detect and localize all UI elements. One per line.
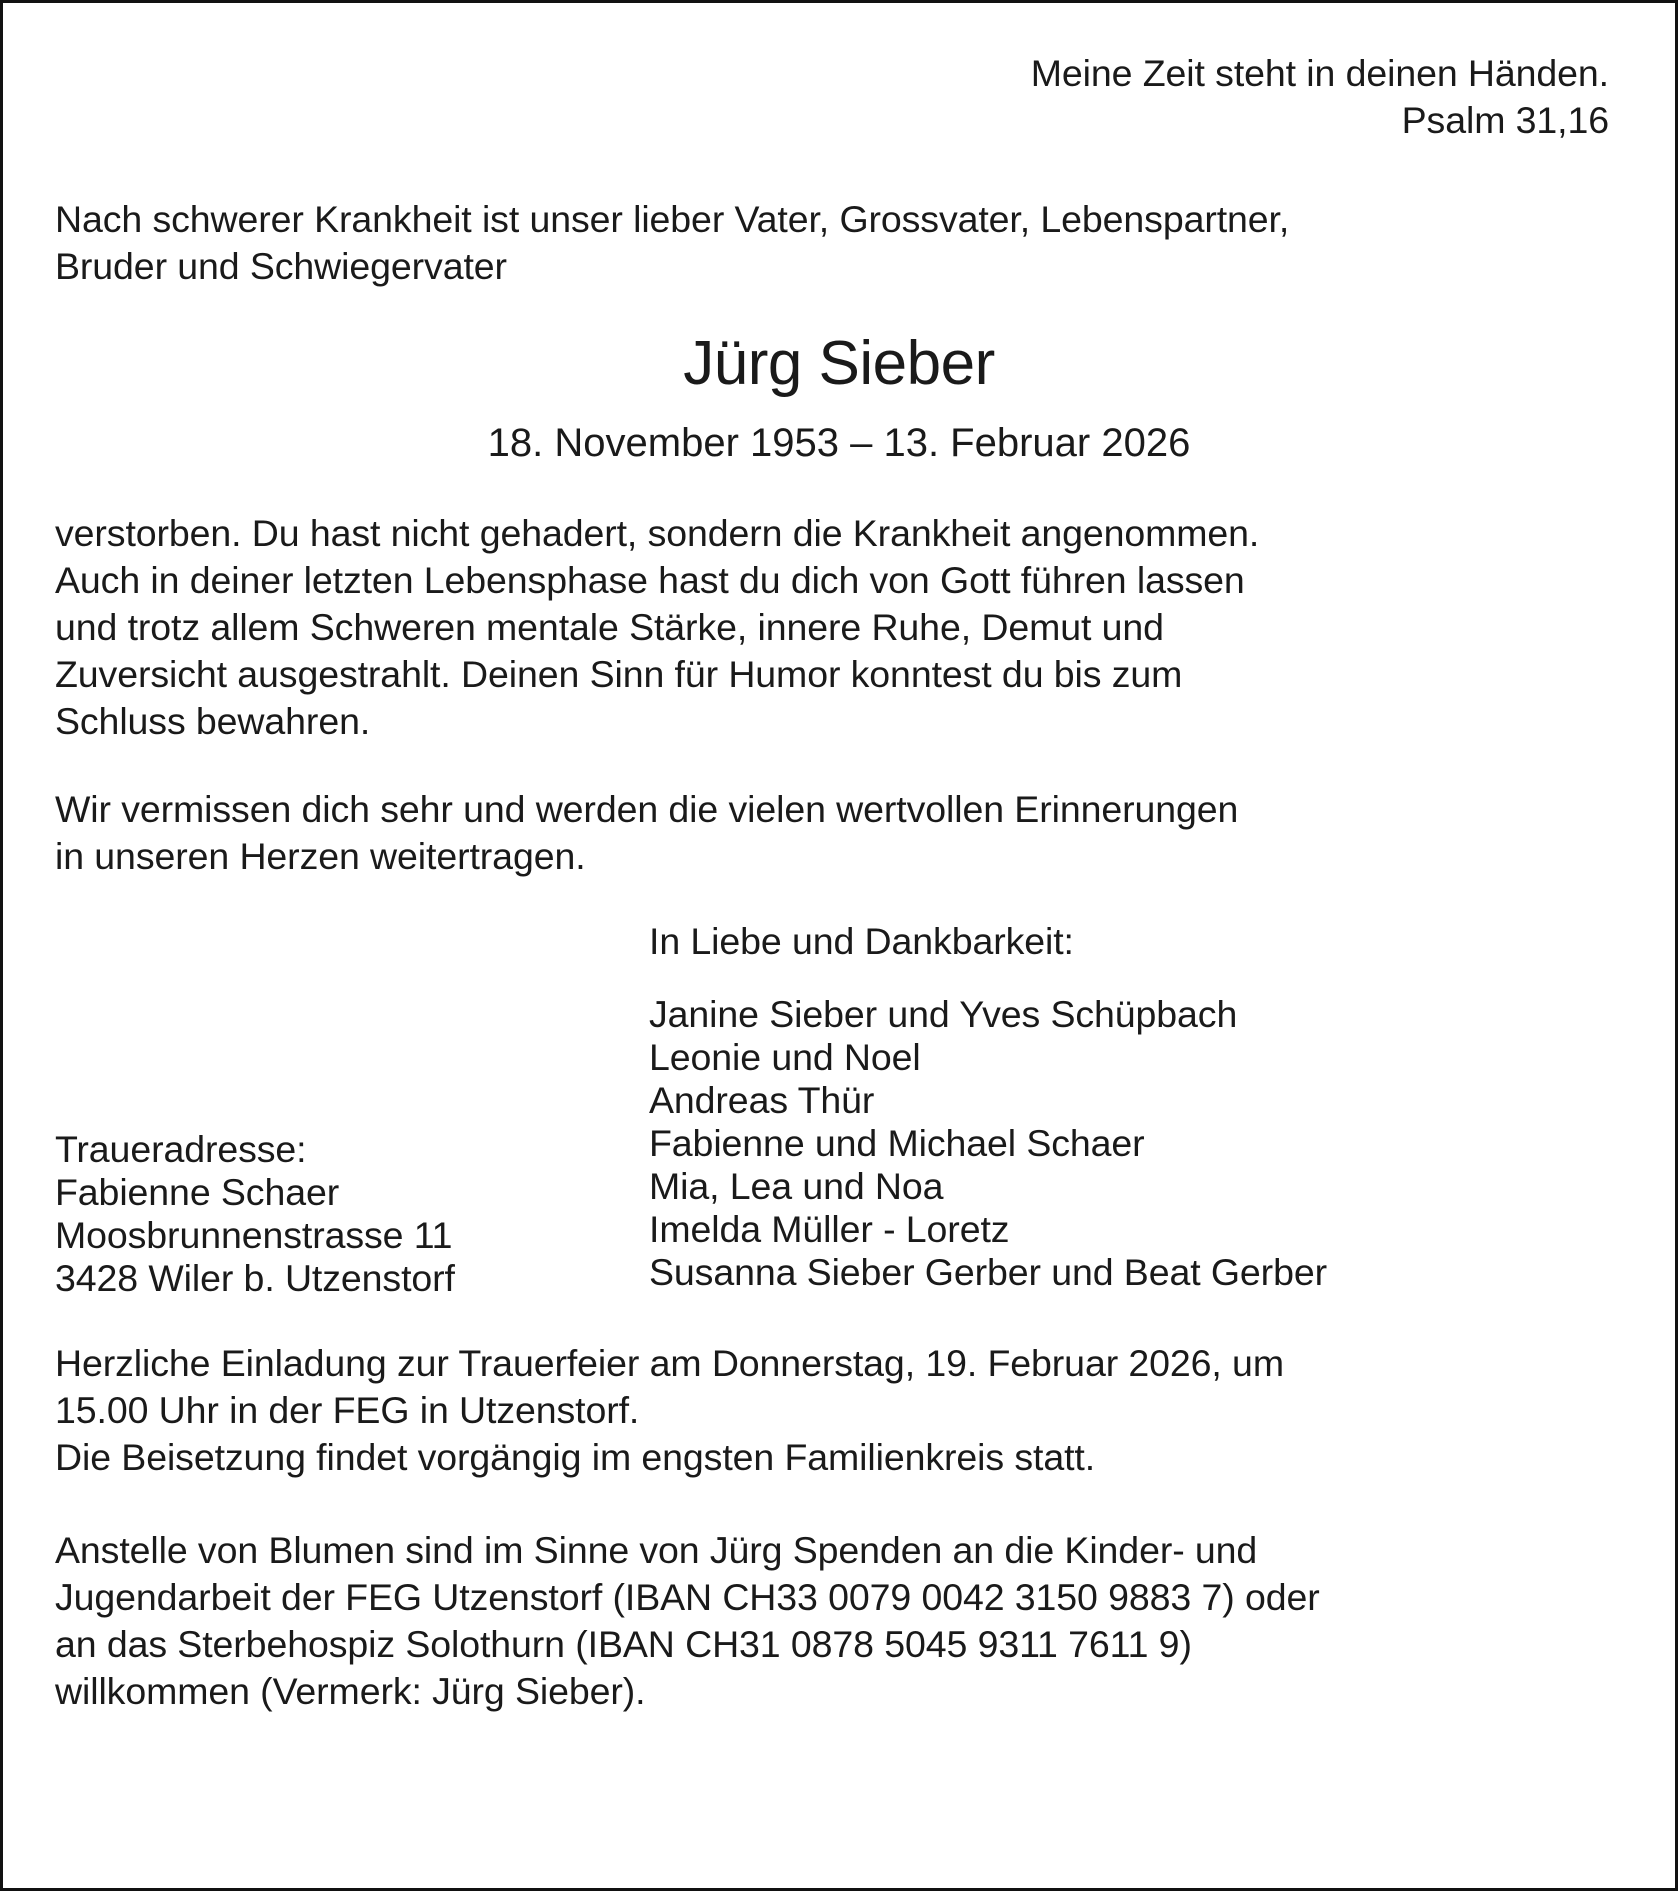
body-p1-line-2: Auch in deiner letzten Lebensphase hast du dich von Gott führen lassen bbox=[55, 559, 1245, 601]
donation-line-2: Jugendarbeit der FEG Utzenstorf (IBAN CH33 0079 0042 3150 9883 7) oder bbox=[55, 1576, 1320, 1618]
body-p1-line-3: und trotz allem Schweren mentale Stärke, innere Ruhe, Demut und bbox=[55, 606, 1164, 648]
mourning-address-block bbox=[55, 1128, 455, 1300]
paragraph-spacer bbox=[55, 745, 1623, 786]
funeral-block bbox=[55, 1340, 1623, 1481]
signature-columns bbox=[55, 920, 1623, 1308]
notice-content bbox=[3, 3, 1675, 1888]
intro-block bbox=[55, 196, 1623, 290]
quote-source: Psalm 31,16 bbox=[1401, 99, 1609, 141]
family-member: Imelda Müller - Loretz bbox=[649, 1208, 1010, 1250]
donation-block bbox=[55, 1527, 1623, 1715]
mourning-address-name: Fabienne Schaer bbox=[55, 1171, 340, 1213]
mourning-address-city: 3428 Wiler b. Utzenstorf bbox=[55, 1257, 455, 1299]
funeral-line-1: Herzliche Einladung zur Trauerfeier am Donnerstag, 19. Februar 2026, um bbox=[55, 1342, 1284, 1384]
deceased-dates: 18. November 1953 – 13. Februar 2026 bbox=[487, 421, 1191, 465]
funeral-line-3: Die Beisetzung findet vorgängig im engsten Familienkreis statt. bbox=[55, 1436, 1096, 1478]
body-block bbox=[55, 510, 1623, 880]
family-member: Mia, Lea und Noa bbox=[649, 1165, 944, 1207]
donation-line-3: an das Sterbehospiz Solothurn (IBAN CH31 0878 5045 9311 7611 9) bbox=[55, 1623, 1192, 1665]
family-heading: In Liebe und Dankbarkeit: bbox=[649, 920, 1074, 962]
deceased-block bbox=[55, 328, 1623, 468]
family-block bbox=[649, 920, 1327, 1294]
donation-line-4: willkommen (Vermerk: Jürg Sieber). bbox=[55, 1670, 646, 1712]
intro-line-1: Nach schwerer Krankheit ist unser lieber Vater, Grossvater, Lebenspartner, bbox=[55, 198, 1290, 240]
family-member: Andreas Thür bbox=[649, 1079, 875, 1121]
family-member: Janine Sieber und Yves Schüpbach bbox=[649, 993, 1238, 1035]
family-member: Leonie und Noel bbox=[649, 1036, 921, 1078]
body-p2-line-2: in unseren Herzen weitertragen. bbox=[55, 835, 586, 877]
funeral-line-2: 15.00 Uhr in der FEG in Utzenstorf. bbox=[55, 1389, 640, 1431]
intro-line-2: Bruder und Schwiegervater bbox=[55, 245, 507, 287]
mourning-address-street: Moosbrunnenstrasse 11 bbox=[55, 1214, 453, 1256]
donation-line-1: Anstelle von Blumen sind im Sinne von Jürg Spenden an die Kinder- und bbox=[55, 1529, 1258, 1571]
mourning-address-label: Traueradresse: bbox=[55, 1128, 307, 1170]
body-p1-line-1: verstorben. Du hast nicht gehadert, sondern die Krankheit angenommen. bbox=[55, 512, 1260, 554]
body-p2-line-1: Wir vermissen dich sehr und werden die vielen wertvollen Erinnerungen bbox=[55, 788, 1239, 830]
family-member: Fabienne und Michael Schaer bbox=[649, 1122, 1145, 1164]
quote-text: Meine Zeit steht in deinen Händen. bbox=[1030, 52, 1609, 94]
body-p1-line-4: Zuversicht ausgestrahlt. Deinen Sinn für Humor konntest du bis zum bbox=[55, 653, 1183, 695]
family-member: Susanna Sieber Gerber und Beat Gerber bbox=[649, 1251, 1327, 1293]
body-p1-line-5: Schluss bewahren. bbox=[55, 700, 371, 742]
quote-block bbox=[55, 33, 1623, 144]
deceased-name: Jürg Sieber bbox=[683, 329, 995, 398]
